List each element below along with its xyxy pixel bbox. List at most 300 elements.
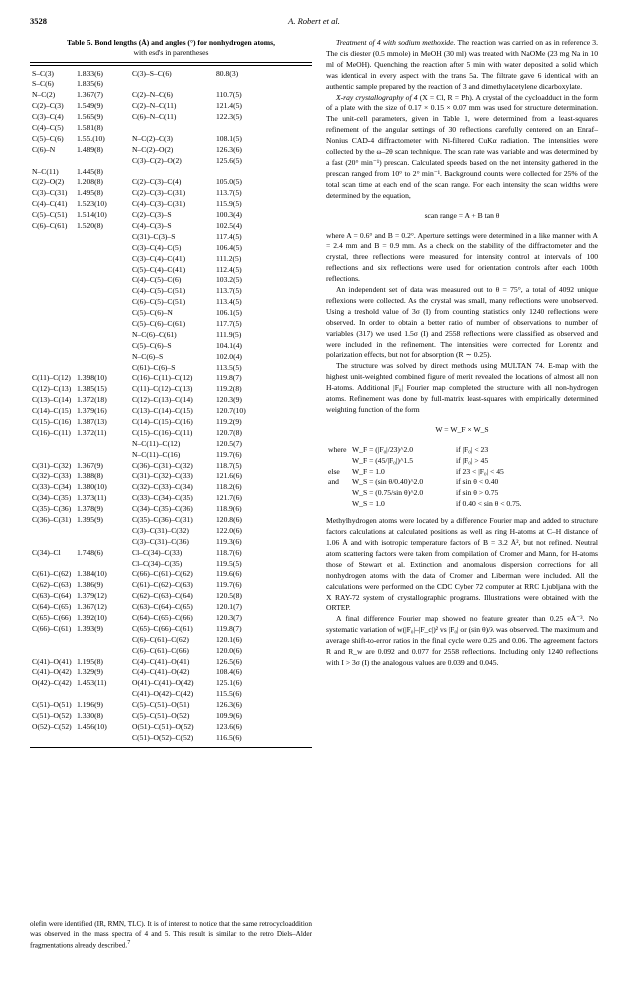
angle-label: C(3)–C(31)–C(32) — [132, 525, 189, 535]
table-row — [30, 471, 312, 482]
bond-length: 1.395(9) — [77, 515, 103, 525]
angle-label: C(61)–C(6)–S — [132, 362, 176, 372]
angle-value: 113.7(5) — [216, 286, 242, 296]
angle-label: C(5)–C(51)–O(52) — [132, 711, 190, 721]
angle-label: C(3)–S–C(6) — [132, 68, 172, 78]
angle-label: C(2)–N–C(6) — [132, 90, 173, 100]
bond-label: O(42)–C(42) — [32, 678, 72, 688]
table-row — [30, 177, 312, 188]
table-row — [30, 297, 312, 308]
bond-length: 1.833(6) — [77, 68, 103, 78]
angle-value: 120.0(6) — [216, 645, 242, 655]
angle-label: N–C(6)–C(61) — [132, 329, 177, 339]
angle-value: 117.7(5) — [216, 318, 242, 328]
bond-length: 1.456(10) — [77, 721, 107, 731]
angle-value: 80.8(3) — [216, 68, 239, 78]
right-column — [326, 38, 598, 669]
angle-label: C(4)–C(5)–C(51) — [132, 286, 186, 296]
angle-label: C(36)–C(31)–C(32) — [132, 460, 193, 470]
angle-value: 119.2(9) — [216, 417, 242, 426]
angle-value: 103.2(5) — [216, 275, 242, 285]
table-row — [30, 613, 312, 624]
angle-value: 120.1(6) — [216, 634, 242, 644]
table-top-rule-2 — [30, 65, 312, 66]
weight-formula: W_F = 1.0 — [352, 466, 385, 476]
angle-value: 122.0(6) — [216, 525, 242, 535]
bond-length: 1.392(10) — [77, 613, 107, 623]
weight-keyword: else — [328, 466, 340, 476]
bond-label: C(61)–C(62) — [32, 569, 72, 579]
table-row — [30, 646, 312, 657]
bond-label: O(52)–C(52) — [32, 721, 72, 731]
angle-value: 120.7(10) — [216, 406, 246, 416]
bond-table — [30, 69, 312, 744]
bond-length: 1.384(10) — [77, 569, 107, 579]
angle-value: 119.3(6) — [216, 536, 242, 546]
angle-label: N–C(11)–C(16) — [132, 449, 181, 459]
angle-value: 116.5(6) — [216, 732, 242, 742]
angle-value: 123.6(6) — [216, 721, 242, 731]
table-row — [30, 395, 312, 406]
angle-value: 102.5(4) — [216, 220, 242, 230]
angle-label: C(5)–C(6)–C(61) — [132, 318, 186, 328]
table-row — [30, 210, 312, 221]
angle-label: C(5)–C(51)–O(51) — [132, 700, 190, 710]
table-row — [30, 167, 312, 178]
bond-label: C(5)–C(6) — [32, 133, 64, 143]
weight-keyword: and — [328, 477, 339, 487]
weight-row — [326, 499, 598, 510]
bond-length: 1.372(11) — [77, 427, 107, 437]
weights-table — [326, 445, 598, 510]
bond-length: 1.373(11) — [77, 493, 107, 503]
angle-label: C(5)–C(6)–S — [132, 340, 172, 350]
angle-label: C(6)–C(61)–C(62) — [132, 634, 189, 644]
angle-value: 119.6(6) — [216, 569, 242, 579]
bond-label: C(41)–O(42) — [32, 667, 72, 677]
angle-value: 120.7(8) — [216, 427, 242, 437]
paragraph-xray-body: (X = Cl, R = Ph). A crystal of the cycloadduct in the form of a plate with the size of 0.17 × 0.15 × 0.07 mm was used for structure determination. The unit-cell parameters, given in Table 1, were determined from a least-squares refinement of the angular settings of 30 reflections carefully centered on an Enraf–Nonius CAD-4 diffractometer with Ni-filtered CuKα radiation. The intensities were collected by the ω–2θ scan technique. The scan rate was variable and was determined by a fast (20° min⁻¹) prescan. Calculated speeds based on the net intensity gathered in the prescan ranged from 10° to 2° min⁻¹. Background counts were collected for 25% of the total scan time at each end of the scan range. For each intensity the scan widths were determined by the equation, — [326, 92, 598, 200]
weight-formula: W_F = (|F₀|/23)^2.0 — [352, 444, 413, 454]
angle-value: 118.7(5) — [216, 460, 242, 470]
bond-label: C(15)–C(16) — [32, 417, 72, 426]
bond-label: C(4)–C(5) — [32, 122, 64, 132]
angle-label: C(4)–C(5)–C(6) — [132, 275, 182, 285]
angle-label: C(16)–C(11)–C(12) — [132, 373, 193, 383]
angle-label: C(6)–C(61)–C(66) — [132, 645, 189, 655]
angle-value: 104.1(4) — [216, 340, 242, 350]
bond-length: 1.329(9) — [77, 667, 103, 677]
table-row — [30, 319, 312, 330]
bond-label: C(32)–C(33) — [32, 471, 72, 481]
weight-condition: if sin θ < 0.40 — [456, 477, 499, 487]
angle-label: O(51)–C(51)–O(52) — [132, 721, 194, 731]
table-row — [30, 548, 312, 559]
bond-label: C(6)–C(61) — [32, 220, 68, 230]
angle-value: 117.4(5) — [216, 231, 242, 241]
weight-row — [326, 477, 598, 488]
table-row — [30, 156, 312, 167]
angle-label: Cl–C(34)–C(35) — [132, 558, 183, 568]
bond-label: C(11)–C(12) — [32, 373, 71, 383]
paragraph-aperture: where A = 0.6° and B = 0.2°. Aperture settings were determined in a like manner with A = 2.4 mm and B = 0.9 mm. As a check on the stability of the diffractometer and the crystal, three reflections were measured for intensity control at intervals of 100 reflections and six reflections were used for orientation controls after each 100th reflections. — [326, 230, 598, 284]
bond-length: 1.581(8) — [77, 122, 103, 132]
angle-value: 120.1(7) — [216, 602, 242, 612]
angle-label: N–C(6)–S — [132, 351, 164, 361]
angle-label: C(4)–C(41)–O(42) — [132, 667, 190, 677]
angle-label: C(15)–C(16)–C(11) — [132, 427, 193, 437]
bond-length: 1.520(8) — [77, 220, 103, 230]
angle-label: C(51)–O(52)–C(52) — [132, 732, 194, 742]
weight-formula: W_S = 1.0 — [352, 499, 385, 509]
weight-condition: if |F₀| < 23 — [456, 444, 489, 454]
weight-row — [326, 467, 598, 478]
table-row — [30, 90, 312, 101]
weight-formula: W_S = (0.75/sin θ)^2.0 — [352, 488, 424, 498]
table-row — [30, 515, 312, 526]
table-row — [30, 591, 312, 602]
angle-label: C(32)–C(33)–C(34) — [132, 482, 193, 492]
table-row — [30, 733, 312, 744]
bond-label: C(65)–C(66) — [32, 613, 72, 623]
angle-value: 119.5(5) — [216, 558, 242, 568]
angle-label: C(5)–C(6)–N — [132, 308, 173, 318]
table-row — [30, 678, 312, 689]
table-row — [30, 363, 312, 374]
angle-value: 118.7(6) — [216, 547, 242, 557]
table-row — [30, 526, 312, 537]
table-row — [30, 461, 312, 472]
table-row — [30, 700, 312, 711]
angle-value: 110.7(5) — [216, 90, 242, 100]
weight-condition: if 23 < |F₀| < 45 — [456, 466, 504, 476]
table-row — [30, 384, 312, 395]
bond-length: 1.398(10) — [77, 373, 107, 383]
bond-length: 1.330(8) — [77, 711, 103, 721]
angle-value: 113.5(5) — [216, 362, 242, 372]
weight-keyword: where — [328, 444, 347, 454]
angle-label: N–C(2)–C(3) — [132, 133, 173, 143]
left-column — [30, 38, 312, 748]
angle-label: C(2)–N–C(11) — [132, 101, 177, 111]
angle-value: 119.2(8) — [216, 384, 242, 394]
angle-label: C(2)–C(3)–C(4) — [132, 177, 182, 187]
bond-length: 1.495(8) — [77, 188, 103, 198]
table-row — [30, 145, 312, 156]
bond-length: 1.565(9) — [77, 112, 103, 122]
angle-value: 111.9(5) — [216, 329, 242, 339]
weight-formula: W_F = (45/|F₀|)^1.5 — [352, 455, 413, 465]
angle-label: C(3)–C(4)–C(41) — [132, 253, 186, 263]
weight-condition: if sin θ > 0.75 — [456, 488, 499, 498]
angle-label: C(5)–C(4)–C(41) — [132, 264, 186, 274]
angle-value: 106.4(5) — [216, 242, 242, 252]
angle-label: C(61)–C(62)–C(63) — [132, 580, 193, 590]
table-row — [30, 341, 312, 352]
running-head: A. Robert et al. — [288, 16, 340, 26]
angle-value: 125.1(6) — [216, 678, 242, 688]
table-row — [30, 188, 312, 199]
weight-condition: if 0.40 < sin θ < 0.75. — [456, 499, 522, 509]
bond-label: C(34)–Cl — [32, 547, 61, 557]
angle-value: 115.5(6) — [216, 689, 242, 699]
bond-length: 1.379(12) — [77, 591, 107, 601]
footnote-ref: 7 — [127, 940, 131, 947]
angle-value: 102.0(4) — [216, 351, 242, 361]
angle-label: C(3)–C(2)–O(2) — [132, 155, 182, 165]
angle-label: C(34)–C(35)–C(36) — [132, 504, 193, 514]
bond-length: 1.549(9) — [77, 101, 103, 111]
paragraph-hydrogen-atoms: Methylhydrogen atoms were located by a difference Fourier map and added to structure factors calculations at calculated positions as well as ring H-atoms at C–H distance of 1.06 Å and with isotropic temperature factors of B = 3.2 Å², but not refined. Neutral atom scattering factors were taken from compilation of Cromer and Mann, for H-atoms those of Stewart et al. Extinction and anomalous dispersion corrections for all nonhydrogen atoms with the data of Cromer and Liberman were included. All the calculations were performed on the CDC Cyber 72 computer at RRC Ljubljana with the X RAY-72 system of crystallographic programs. Illustrations were obtained with the ORTEP. — [326, 516, 598, 613]
angle-label: C(65)–C(66)–C(61) — [132, 623, 193, 633]
table-row — [30, 569, 312, 580]
table-row — [30, 657, 312, 668]
angle-value: 113.7(5) — [216, 188, 242, 198]
weight-formula: W_S = (sin θ/0.40)^2.0 — [352, 477, 424, 487]
paragraph-xray — [326, 93, 598, 202]
bond-label: C(33)–C(34) — [32, 482, 72, 492]
bond-length: 1.367(7) — [77, 90, 103, 100]
bond-length: 1.378(9) — [77, 504, 103, 514]
angle-value: 121.4(5) — [216, 101, 242, 111]
angle-label: N–C(11)–C(12) — [132, 438, 181, 448]
angle-value: 100.3(4) — [216, 210, 242, 220]
angle-label: C(4)–C(41)–O(41) — [132, 656, 190, 666]
angle-value: 120.3(9) — [216, 395, 242, 405]
table-row — [30, 69, 312, 80]
bond-label: N–C(2) — [32, 90, 56, 100]
table-row — [30, 439, 312, 450]
bond-label: C(31)–C(32) — [32, 460, 72, 470]
angle-value: 118.2(6) — [216, 482, 242, 492]
angle-value: 111.2(5) — [216, 253, 242, 263]
bond-label: C(66)–C(61) — [32, 623, 72, 633]
table-row — [30, 123, 312, 134]
bond-length: 1.367(9) — [77, 460, 103, 470]
bond-length: 1.386(9) — [77, 580, 103, 590]
bond-length: 1.55.(10) — [77, 133, 105, 143]
angle-value: 106.1(5) — [216, 308, 242, 318]
bond-label: C(2)–C(3) — [32, 101, 64, 111]
weight-row — [326, 456, 598, 467]
bond-label: C(51)–O(51) — [32, 700, 72, 710]
angle-value: 118.9(6) — [216, 504, 242, 514]
bond-label: C(41)–O(41) — [32, 656, 72, 666]
bond-label: N–C(11) — [32, 166, 59, 176]
angle-value: 119.7(6) — [216, 449, 242, 459]
angle-label: C(33)–C(34)–C(35) — [132, 493, 193, 503]
table-row — [30, 221, 312, 232]
angle-label: C(11)–C(12)–C(13) — [132, 384, 193, 394]
table-bottom-rule — [30, 747, 312, 748]
angle-value: 105.0(5) — [216, 177, 242, 187]
page-header — [30, 16, 598, 30]
bond-label: C(12)–C(13) — [32, 384, 72, 394]
angle-value: 120.5(7) — [216, 438, 242, 448]
table-row — [30, 537, 312, 548]
angle-value: 108.1(5) — [216, 133, 242, 143]
bond-length: 1.388(8) — [77, 471, 103, 481]
table-top-rule — [30, 62, 312, 63]
bond-label: C(5)–C(51) — [32, 210, 68, 220]
angle-value: 120.8(6) — [216, 515, 242, 525]
table-caption — [30, 38, 312, 58]
table-row — [30, 635, 312, 646]
bond-label: C(14)–C(15) — [32, 406, 72, 416]
table-row — [30, 352, 312, 363]
bond-label: C(36)–C(31) — [32, 515, 72, 525]
bond-length: 1.385(15) — [77, 384, 107, 394]
bond-length: 1.748(6) — [77, 547, 103, 557]
angle-label: C(31)–C(32)–C(33) — [132, 471, 193, 481]
weight-row — [326, 488, 598, 499]
bond-length: 1.445(8) — [77, 166, 103, 176]
angle-label: C(3)–C(4)–C(5) — [132, 242, 182, 252]
table-row — [30, 112, 312, 123]
angle-value: 121.7(6) — [216, 493, 242, 503]
equation-scan-range: scan range = A + B tan θ — [424, 210, 500, 220]
table-row — [30, 199, 312, 210]
angle-label: C(2)–C(3)–C(31) — [132, 188, 186, 198]
table-row — [30, 493, 312, 504]
table-row — [30, 722, 312, 733]
paragraph-structure-solution: The structure was solved by direct methods using MULTAN 74. E-map with the highest unit-weighted combined figure of merit revealed the locations of almost all non H-atoms. Additional |F₀| Fourier map completed the structure with all non-hydrogen atoms. Refinement was done by full-matrix least-squares with empirically determined weighting function of the form — [326, 361, 598, 414]
angle-label: C(35)–C(36)–C(31) — [132, 515, 193, 525]
bond-label: C(6)–N — [32, 144, 56, 154]
angle-label: C(6)–N–C(11) — [132, 112, 177, 122]
table-row — [30, 624, 312, 635]
table-caption-line1: Table 5. Bond lengths (Å) and angles (°) for nonhydrogen atoms, — [67, 38, 275, 47]
table-row — [30, 428, 312, 439]
paragraph-data-collection: An independent set of data was measured out to θ = 75°, a total of 4092 unique reflexions were collected. As the crystal was small, many reflections were unobserved. Using a treshold value of 3σ (I) from counting statistics only 1240 reflections were observed. In order to obtain a better ratio of number of observations to number of variables (317) we used 1.5σ (I) and 2558 reflections were classified as observed and were included in the refinement. The intensities were corrected for Lorentz and polarization effects, but not for absorption (R ∼ 0.25). — [326, 285, 598, 360]
bond-label: S–C(6) — [32, 79, 54, 89]
table-row — [30, 134, 312, 145]
bond-length: 1.379(16) — [77, 406, 107, 416]
bond-length: 1.514(10) — [77, 210, 107, 220]
angle-label: Cl–C(34)–C(33) — [132, 547, 183, 557]
angle-value: 126.3(6) — [216, 144, 242, 154]
table-row — [30, 243, 312, 254]
paragraph-final-map: A final difference Fourier map showed no feature greater than 0.25 eÅ⁻³. No systematic variation of w(|F₀|–|F_c|)² vs |F₀| or (sin θ)/λ was observed. The maximum and average shift-to-error ratios in the final cycle were 0.25 and 0.06. The agreement factors R and R_w are 0.092 and 0.077 for 2558 reflections. Including only 1240 reflections with I > 3σ (I) the analogous values are 0.039 and 0.045. — [326, 614, 598, 667]
bond-length: 1.195(8) — [77, 656, 103, 666]
angle-label: C(63)–C(64)–C(65) — [132, 602, 193, 612]
bond-label: C(16)–C(11) — [32, 427, 71, 437]
bond-length: 1.523(10) — [77, 199, 107, 209]
bond-label: C(34)–C(35) — [32, 493, 72, 503]
angle-label: C(4)–C(3)–C(31) — [132, 199, 186, 209]
angle-value: 112.4(5) — [216, 264, 242, 274]
weight-condition: if |F₀| > 45 — [456, 455, 489, 465]
table-row — [30, 330, 312, 341]
bond-label: C(3)–C(31) — [32, 188, 68, 198]
bond-label: C(51)–O(52) — [32, 711, 72, 721]
angle-label: O(41)–C(41)–O(42) — [132, 678, 194, 688]
angle-value: 119.7(6) — [216, 580, 242, 590]
bond-label: C(64)–C(65) — [32, 602, 72, 612]
table-row — [30, 417, 312, 428]
angle-label: C(4)–C(3)–S — [132, 220, 172, 230]
bond-length: 1.835(6) — [77, 79, 103, 89]
table-row — [30, 232, 312, 243]
table-caption-line2: with esd's in parentheses — [133, 48, 209, 57]
bond-label: C(35)–C(36) — [32, 504, 72, 514]
equation-weight: W = W_F × W_S — [435, 424, 489, 434]
paragraph-xray-title: X-ray crystallography of 4 — [336, 92, 418, 102]
bond-length: 1.387(13) — [77, 417, 107, 426]
table-row — [30, 450, 312, 461]
table-row — [30, 373, 312, 384]
table-row — [30, 406, 312, 417]
bond-length: 1.367(12) — [77, 602, 107, 612]
bond-length: 1.196(9) — [77, 700, 103, 710]
angle-value: 108.4(6) — [216, 667, 242, 677]
angle-label: C(2)–C(3)–S — [132, 210, 172, 220]
table-row — [30, 254, 312, 265]
table-row — [30, 79, 312, 90]
table-row — [30, 101, 312, 112]
angle-label: N–C(2)–O(2) — [132, 144, 174, 154]
paragraph-treatment-body: The reaction was carried on as in reference 3. The cis diester (0.5 mmole) in MeOH (30 ml) was treated with NaOMe (23 mg Na in 10 ml of MeOH). Quenching the reaction after 5 min with water deposited a solid which was identical in every aspect with the trans 5a. The filtrate gave 6 identical with an authentic sample prepared by the reaction of 3 and dimethylacetylene dicarboxylate. — [326, 38, 598, 91]
angle-label: C(13)–C(14)–C(15) — [132, 406, 193, 416]
angle-label: C(12)–C(13)–C(14) — [132, 395, 193, 405]
page-number: 3528 — [30, 16, 47, 26]
bond-length: 1.208(8) — [77, 177, 103, 187]
bond-label: C(3)–C(4) — [32, 112, 64, 122]
angle-value: 113.4(5) — [216, 297, 242, 307]
table-row — [30, 308, 312, 319]
bond-label: C(2)–O(2) — [32, 177, 65, 187]
table-row — [30, 711, 312, 722]
bond-length: 1.489(8) — [77, 144, 103, 154]
angle-label: C(66)–C(61)–C(62) — [132, 569, 193, 579]
angle-value: 119.8(7) — [216, 373, 242, 383]
angle-label: C(6)–C(5)–C(51) — [132, 297, 186, 307]
angle-value: 125.6(5) — [216, 155, 242, 165]
weight-row — [326, 445, 598, 456]
angle-value: 120.3(7) — [216, 613, 242, 623]
angle-value: 115.9(5) — [216, 199, 242, 209]
angle-value: 122.3(5) — [216, 112, 242, 122]
table-row — [30, 286, 312, 297]
table-row — [30, 482, 312, 493]
bond-label: C(62)–C(63) — [32, 580, 72, 590]
bond-label: C(63)–C(64) — [32, 591, 72, 601]
angle-value: 126.3(6) — [216, 700, 242, 710]
angle-label: C(64)–C(65)–C(66) — [132, 613, 193, 623]
footnote-text: olefin were identified (IR, RMN, TLC). It is of interest to notice that the same retrocycloaddition was observed in the mass spectra of 4 and 5. This result is similar to the retro Diels–Alder fragmentations already described. — [30, 920, 312, 950]
angle-value: 126.5(6) — [216, 656, 242, 666]
angle-value: 121.6(6) — [216, 471, 242, 481]
bond-label: S–C(3) — [32, 68, 54, 78]
angle-value: 120.5(8) — [216, 591, 242, 601]
table-row — [30, 504, 312, 515]
bond-label: C(4)–C(41) — [32, 199, 68, 209]
angle-value: 119.8(7) — [216, 623, 242, 633]
table-row — [30, 667, 312, 678]
table-row — [30, 275, 312, 286]
table-row — [30, 265, 312, 276]
bond-length: 1.380(10) — [77, 482, 107, 492]
bond-label: C(13)–C(14) — [32, 395, 72, 405]
angle-label: C(62)–C(63)–C(64) — [132, 591, 193, 601]
table-row — [30, 602, 312, 613]
table-row — [30, 580, 312, 591]
angle-label: C(31)–C(3)–S — [132, 231, 176, 241]
bond-length: 1.372(18) — [77, 395, 107, 405]
angle-label: C(14)–C(15)–C(16) — [132, 417, 193, 426]
angle-value: 109.9(6) — [216, 711, 242, 721]
paragraph-treatment — [326, 38, 598, 93]
